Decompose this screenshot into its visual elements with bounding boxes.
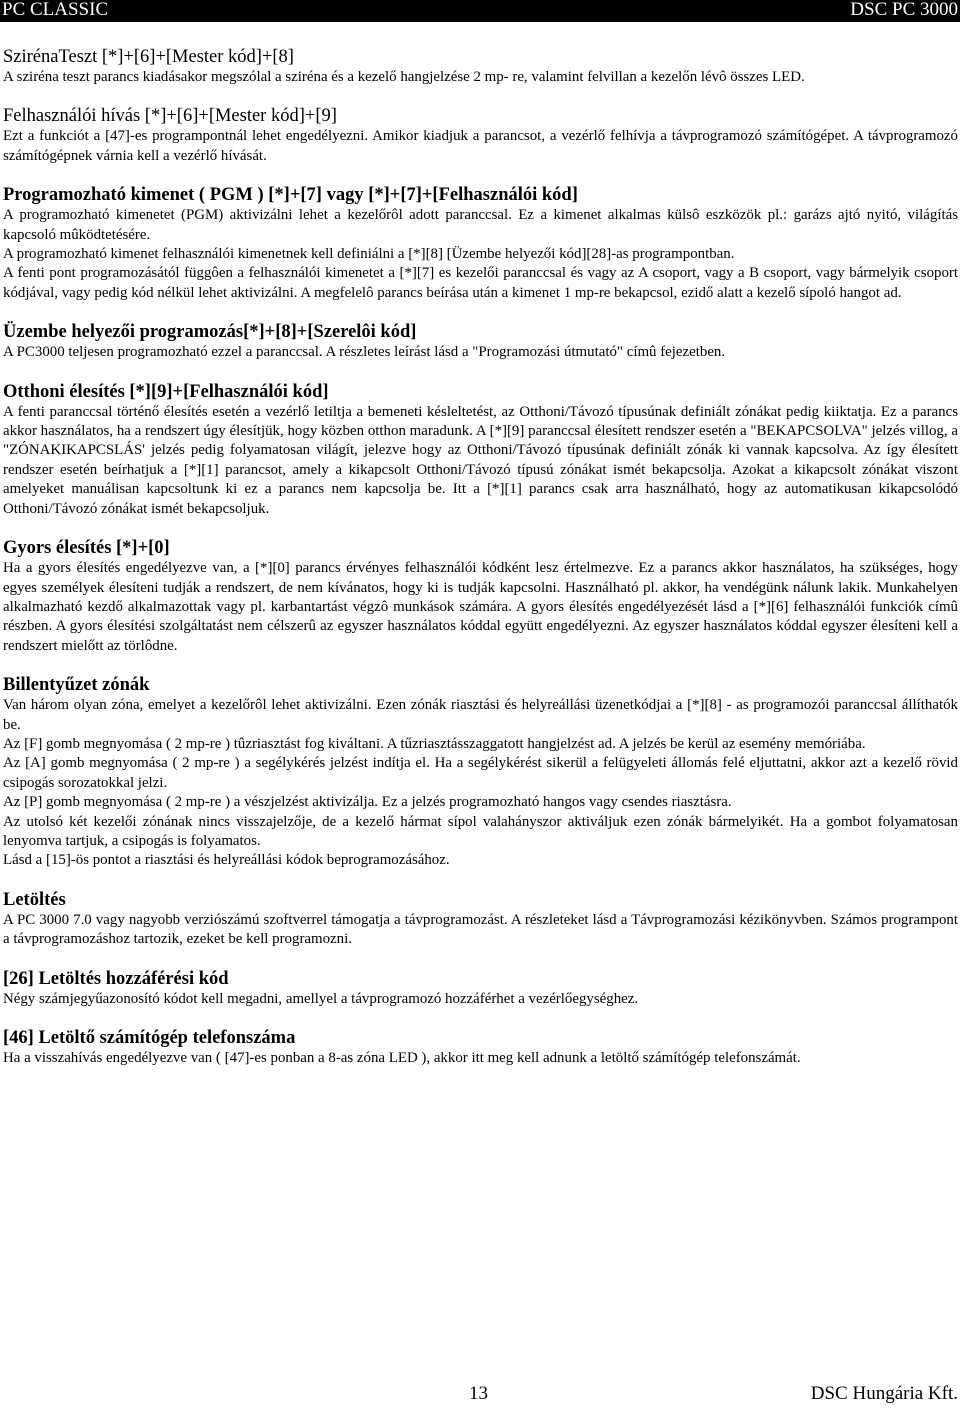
page-number: 13 [469, 1383, 488, 1404]
section-paragraph: A sziréna teszt parancs kiadásakor megszólal a sziréna és a kezelő hangjelzése 2 mp- re, valamint felvillan a kezelőn lévô összes LED. [3, 69, 805, 85]
section-keypad-zones [3, 674, 958, 871]
section-paragraph: A PC3000 teljesen programozható ezzel a paranccsal. A részletes leírást lásd a "Programozási útmutató" címû fejezetben. [3, 344, 726, 361]
section-download-phone-number [3, 1027, 958, 1068]
document-body [3, 46, 958, 1086]
section-title: [46] Letöltő számítógép telefonszáma [3, 1028, 296, 1048]
header-right-title: DSC PC 3000 [850, 0, 958, 20]
section-paragraph: A fenti paranccsal történő élesítés esetén a vezérlő letiltja a bemeneti késleltetést, az Otthoni/Távozó típusúnak definiált zónákat pedig kiiktatja. Ez a parancs akkor használatos, ha a rendszert úgy élesítjük, hogy közben otthon maradunk. A [*][9] paranccsal élesített rendszer esetén a "BEKAPCSOLVA" jelzés villog, a "ZÓNAKIKAPCSLÁS' jelzés pedig folyamatosan világít, jelezve hogy az Otthoni/Távozó típusúnak definiált zónák ki vannak kapcsolva. Az így élesített rendszer esetén beírhatjuk a [*][1] parancsot, amely a kikapcsolt Otthoni/Távozó típusú zónákat ismét bekapcsolja. Azokat a kikapcsolt zónákat viszont amelyeket manuálisan kapcsoltunk ki ez a parancs nem kapcsolja be. Itt a [*][1] parancs csak arra használható, hogy az automatikusan kikapcsolódó Otthoni/Távozó zónákat ismét bekapcsoljuk. [3, 403, 958, 517]
section-download [3, 889, 958, 950]
section-paragraph: Lásd a [15]-ös pontot a riasztási és helyreállási kódok beprogramozásához. [3, 852, 450, 869]
section-paragraph: A PC 3000 7.0 vagy nagyobb verziószámú szoftverrel támogatja a távprogramozást. A részleteket lásd a Távprogramozási kézikönyvben. Számos programpont a távprogramozáshoz tartozik, ezeket be kell programozni. [3, 911, 958, 948]
footer-company: DSC Hungária Kft. [810, 1383, 958, 1404]
section-paragraph: Ha a visszahívás engedélyezve van ( [47]-es ponban a 8-as zóna LED ), akkor itt meg kell adnunk a letöltő számítógép telefonszámát. [3, 1050, 801, 1066]
section-user-call [3, 105, 958, 166]
section-title: Letöltés [3, 889, 66, 910]
section-paragraph: Az [A] gomb megnyomása ( 2 mp-re ) a segélykérés jelzést indítja el. Ha a segélykérést sikerül a felügyeleti állomás felé eljuttatni, akkor azt a kezelő rövid csipogás sorozatokkal jelzi. [3, 755, 958, 791]
section-download-access-code [3, 968, 958, 1009]
section-title: Felhasználói hívás [*]+[6]+[Mester kód]+[9] [3, 106, 337, 127]
section-pgm-output [3, 184, 958, 303]
section-title: Programozható kimenet ( PGM ) [*]+[7] vagy [*]+[7]+[Felhasználói kód] [3, 185, 578, 206]
section-quick-arming [3, 537, 958, 656]
section-home-arming [3, 381, 958, 519]
section-paragraph: Az [P] gomb megnyomása ( 2 mp-re ) a vészjelzést aktivizálja. Ez a jelzés programozható hangos vagy csendes riasztásra. [3, 794, 732, 811]
section-title: Üzembe helyezői programozás[*]+[8]+[Szerelôi kód] [3, 322, 417, 343]
section-title: Otthoni élesítés [*][9]+[Felhasználói kód] [3, 381, 329, 402]
section-title: [26] Letöltés hozzáférési kód [3, 968, 229, 989]
section-paragraph: Ha a gyors élesítés engedélyezve van, a [*][0] parancs érvényes felhasználói kódként lesz értelmezve. Ez a parancs akkor használatos, ha szükséges, hogy egyes személyek élesíteni tudják a rendszert, de nem kívánatos, hogy ki is tudják kapcsolni. Használható pl. akkor, ha vendégünk nálunk lakik. Munkahelyen alkalmazható kezdő alkalmazottak vagy pl. karbantartást végzô munkások számára. A gyors élesítés engedélyezését lásd a [*][6] felhasználói funkciók címû részben. A gyors élesítési szolgáltatást nem célszerû az egyszer használatos kóddal együtt engedélyezni. Az egyszer használatos kóddal egyszer élesíteni kell a rendszert mielőtt az törlôdne. [3, 560, 958, 654]
section-paragraph: A programozható kimenet felhasználói kimenetnek kell definiálni a [*][8] [Üzembe helyezői kód][28]-as programpontban. [3, 246, 735, 263]
section-installer-programming [3, 321, 958, 362]
section-paragraph: Ezt a funkciót a [47]-es programpontnál lehet engedélyezni. Amikor kiadjuk a parancsot, a vezérlő felhívja a távprogramozó számítógépet. A távprogramozó számítógépnek várnia kell a vezérlő hívását. [3, 128, 958, 164]
section-paragraph: Négy számjegyűazonosító kódot kell megadni, amellyel a távprogramozó hozzáférhet a vezérlőegységhez. [3, 990, 639, 1007]
section-title: Sziréna​Teszt [*]+[6]+[Mester kód]+[8] [3, 47, 294, 67]
section-title: Gyors élesítés [*]+[0] [3, 538, 170, 559]
section-paragraph: Az utolsó két kezelői zónának nincs visszajelzője, de a kezelő hármat sípol valahányszor aktiváljuk ezen zónák bármelyikét. Ha a gombot folyamatosan lenyomva tartjuk, a csipogás is folyamatos. [3, 813, 958, 849]
section-paragraph: Az [F] gomb megnyomása ( 2 mp-re ) tûzriasztást fog kiváltani. A tűzriasztásszaggatott hangjelzést ad. A jelzés be kerül az esemény memóriába. [3, 735, 866, 752]
header-left-title: PC CLASSIC [2, 0, 109, 20]
section-paragraph: Van három olyan zóna, emelyet a kezelőrôl lehet aktivizálni. Ezen zónák riasztási és helyreállási üzenetkódjai a [*][8] - as programozói paranccsal állíthatók be. [3, 697, 958, 733]
page-footer [0, 1383, 960, 1405]
section-paragraph: A fenti pont programozásától függôen a felhasználói kimenetet a [*][7] es kezelői paranccsal és vagy az A csoport, vagy a B csoport, vagy bármelyik csoport kódjával, vagy pedig kód nélkül lehet aktivizálni. A megfelelô parancs beírása után a kimenet 1 mp-re bekapcsol, ezidő alatt a kezelő sípoló hangot ad. [3, 265, 958, 301]
section-title: Billentyűzet zónák [3, 675, 150, 696]
page-header [0, 0, 960, 22]
section-paragraph: A programozható kimenetet (PGM) aktivizálni lehet a kezelőrôl adott paranccsal. Ez a kimenet alkalmas külsô eszközök pl.: garázs ajtó nyitó, világítás kapcsoló mûködtetésére. [3, 207, 958, 243]
section-sirena-test [3, 46, 958, 87]
